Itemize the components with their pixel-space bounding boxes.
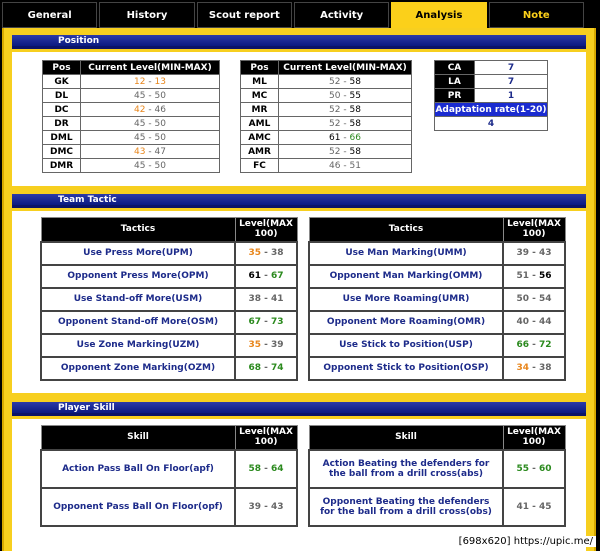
position-level — [81, 103, 220, 117]
level-min: 42 — [134, 104, 146, 115]
position-code: DMC — [43, 145, 81, 159]
team-tactic-section-header — [12, 194, 586, 208]
tactics-header: Tactics — [41, 218, 235, 242]
level-min: 67 — [248, 317, 261, 327]
position-code: ML — [241, 75, 279, 89]
tactic-name: Use Press More(UPM) — [41, 242, 235, 265]
level-separator: - — [145, 118, 155, 129]
ability-value: 1 — [475, 89, 548, 103]
level-max: 47 — [154, 146, 166, 157]
level-separator: - — [260, 501, 271, 512]
ability-value: 7 — [475, 61, 548, 75]
skill-level-header: Level(MAX 100) — [503, 426, 565, 450]
position-row — [241, 117, 412, 131]
level-min: 12 — [134, 76, 146, 87]
level-max: 64 — [271, 463, 284, 474]
tactic-level — [235, 334, 297, 357]
level-min: 52 — [329, 146, 341, 157]
tactics-header: Tactics — [309, 218, 503, 242]
ability-key: LA — [435, 75, 475, 89]
tactic-row — [309, 242, 565, 265]
position-code: DR — [43, 117, 81, 131]
tab-history[interactable]: History — [99, 2, 194, 28]
level-min: 61 — [248, 271, 261, 281]
player-skill-section-body — [12, 419, 586, 551]
position-code: GK — [43, 75, 81, 89]
position-code: DML — [43, 131, 81, 145]
level-separator: - — [528, 363, 539, 373]
skill-header: Skill — [309, 426, 503, 450]
level-max: 38 — [271, 248, 284, 258]
tactic-name: Opponent Stand-off More(OSM) — [41, 311, 235, 334]
level-max: 43 — [271, 501, 284, 512]
tactic-level — [235, 242, 297, 265]
level-min: 51 — [516, 271, 529, 281]
position-row — [43, 131, 220, 145]
level-min: 45 — [134, 132, 146, 143]
position-level — [279, 131, 412, 145]
skill-level — [235, 450, 297, 488]
level-separator: - — [260, 340, 271, 350]
position-row — [43, 103, 220, 117]
tactic-table-right — [308, 217, 566, 381]
level-min: 45 — [134, 160, 146, 171]
level-separator: - — [340, 160, 350, 171]
tactic-name: Use More Roaming(UMR) — [309, 288, 503, 311]
position-level — [279, 117, 412, 131]
level-max: 66 — [349, 132, 361, 143]
level-max: 56 — [539, 271, 552, 281]
position-row — [43, 117, 220, 131]
level-min: 52 — [329, 76, 341, 87]
position-table-left — [42, 60, 220, 173]
tactic-name: Use Stand-off More(USM) — [41, 288, 235, 311]
level-max: 46 — [154, 104, 166, 115]
position-code: AMC — [241, 131, 279, 145]
level-max: 50 — [154, 118, 166, 129]
level-min: 38 — [248, 294, 261, 304]
tactic-level — [503, 242, 565, 265]
tab-analysis[interactable]: Analysis — [391, 2, 486, 28]
position-level — [81, 131, 220, 145]
ability-row — [435, 61, 548, 75]
tactic-level — [235, 265, 297, 288]
tactic-level-header: Level(MAX 100) — [503, 218, 565, 242]
analysis-panel — [2, 28, 596, 551]
position-code: DL — [43, 89, 81, 103]
tactic-name: Opponent Man Marking(OMM) — [309, 265, 503, 288]
tactic-level — [503, 334, 565, 357]
level-min: 41 — [516, 501, 529, 512]
level-max: 55 — [349, 90, 361, 101]
position-level — [81, 159, 220, 173]
tactic-row — [309, 311, 565, 334]
tactic-name: Use Zone Marking(UZM) — [41, 334, 235, 357]
position-code: DMR — [43, 159, 81, 173]
level-max: 73 — [271, 317, 284, 327]
tactic-row — [41, 334, 297, 357]
level-separator: - — [260, 463, 271, 474]
team-tactic-section-body — [12, 211, 586, 393]
tactic-row — [309, 265, 565, 288]
level-header: Current Level(MIN-MAX) — [279, 61, 412, 75]
level-separator: - — [528, 501, 539, 512]
tactic-level — [235, 311, 297, 334]
level-header: Current Level(MIN-MAX) — [81, 61, 220, 75]
position-level — [279, 145, 412, 159]
level-min: 50 — [329, 90, 341, 101]
level-max: 43 — [539, 248, 552, 258]
position-level — [81, 75, 220, 89]
position-row — [241, 159, 412, 173]
tab-general[interactable]: General — [2, 2, 97, 28]
level-separator: - — [260, 294, 271, 304]
position-level — [279, 159, 412, 173]
skill-header: Skill — [41, 426, 235, 450]
level-separator: - — [528, 271, 539, 281]
level-separator: - — [145, 146, 155, 157]
level-min: 45 — [134, 90, 146, 101]
skill-name: Opponent Beating the defenders for the ball from a drill cross(obs) — [309, 488, 503, 526]
level-separator: - — [145, 104, 155, 115]
tactic-row — [41, 288, 297, 311]
level-separator: - — [260, 363, 271, 373]
level-min: 45 — [134, 118, 146, 129]
position-level — [81, 117, 220, 131]
level-min: 35 — [248, 248, 261, 258]
tab-activity[interactable]: Activity — [294, 2, 389, 28]
tactic-level — [503, 357, 565, 380]
ability-row — [435, 75, 548, 89]
level-separator: - — [145, 160, 155, 171]
level-separator: - — [528, 294, 539, 304]
player-skill-section-header — [12, 402, 586, 416]
level-max: 13 — [154, 76, 166, 87]
level-min: 66 — [516, 340, 529, 350]
level-min: 55 — [516, 463, 529, 474]
player-skill-section-title: Player Skill — [58, 403, 115, 413]
level-max: 39 — [271, 340, 284, 350]
position-section-header — [12, 35, 586, 49]
level-separator: - — [260, 317, 271, 327]
skill-level — [503, 450, 565, 488]
level-max: 74 — [271, 363, 284, 373]
level-separator: - — [340, 118, 350, 129]
level-min: 58 — [248, 463, 261, 474]
tactic-row — [41, 311, 297, 334]
tab-bar — [2, 2, 584, 28]
position-level — [81, 89, 220, 103]
position-level — [279, 89, 412, 103]
tactic-level — [235, 288, 297, 311]
level-max: 50 — [154, 90, 166, 101]
ability-value: 7 — [475, 75, 548, 89]
tactic-row — [309, 288, 565, 311]
position-row — [241, 131, 412, 145]
position-row — [43, 145, 220, 159]
level-max: 54 — [539, 294, 552, 304]
level-separator: - — [528, 340, 539, 350]
team-tactic-section-title: Team Tactic — [58, 195, 117, 205]
position-row — [43, 89, 220, 103]
tactic-row — [309, 357, 565, 380]
position-code: MR — [241, 103, 279, 117]
tactic-level — [503, 288, 565, 311]
skill-level — [503, 488, 565, 526]
position-level — [279, 75, 412, 89]
tactic-level — [503, 265, 565, 288]
level-separator: - — [145, 90, 155, 101]
level-max: 44 — [539, 317, 552, 327]
level-max: 58 — [349, 104, 361, 115]
level-separator: - — [340, 104, 350, 115]
pos-header: Pos — [241, 61, 279, 75]
ability-key: CA — [435, 61, 475, 75]
position-code: FC — [241, 159, 279, 173]
tab-scout-report[interactable]: Scout report — [197, 2, 292, 28]
tactic-name: Opponent Press More(OPM) — [41, 265, 235, 288]
position-section-body — [12, 52, 586, 186]
tactic-row — [309, 334, 565, 357]
level-min: 52 — [329, 104, 341, 115]
skill-row — [309, 488, 565, 526]
level-max: 50 — [154, 160, 166, 171]
position-code: AML — [241, 117, 279, 131]
skill-row — [41, 450, 297, 488]
level-max: 50 — [154, 132, 166, 143]
level-max: 67 — [271, 271, 284, 281]
tab-note[interactable]: Note — [489, 2, 584, 28]
tactic-level — [235, 357, 297, 380]
skill-level-header: Level(MAX 100) — [235, 426, 297, 450]
level-max: 58 — [349, 146, 361, 157]
skill-name: Action Beating the defenders for the ball from a drill cross(abs) — [309, 450, 503, 488]
ability-key: PR — [435, 89, 475, 103]
skill-name: Action Pass Ball On Floor(apf) — [41, 450, 235, 488]
ability-table — [434, 60, 548, 131]
level-min: 46 — [329, 160, 341, 171]
position-code: AMR — [241, 145, 279, 159]
level-separator: - — [528, 317, 539, 327]
level-min: 52 — [329, 118, 341, 129]
position-section-title: Position — [58, 36, 100, 46]
skill-table-left — [40, 425, 298, 527]
level-max: 60 — [539, 463, 552, 474]
tactic-row — [41, 242, 297, 265]
level-max: 58 — [349, 118, 361, 129]
tactic-level-header: Level(MAX 100) — [235, 218, 297, 242]
level-separator: - — [340, 132, 350, 143]
tactic-name: Opponent More Roaming(OMR) — [309, 311, 503, 334]
position-row — [241, 75, 412, 89]
level-separator: - — [145, 132, 155, 143]
ability-row — [435, 89, 548, 103]
level-max: 41 — [271, 294, 284, 304]
skill-level — [235, 488, 297, 526]
tactic-name: Use Man Marking(UMM) — [309, 242, 503, 265]
skill-row — [41, 488, 297, 526]
adaptation-label: Adaptation rate(1-20) — [435, 104, 547, 115]
tactic-name: Opponent Stick to Position(OSP) — [309, 357, 503, 380]
level-separator: - — [260, 271, 271, 281]
level-min: 39 — [248, 501, 261, 512]
position-level — [81, 145, 220, 159]
position-row — [241, 145, 412, 159]
position-row — [241, 103, 412, 117]
tactic-row — [41, 357, 297, 380]
level-max: 38 — [539, 363, 552, 373]
level-separator: - — [340, 146, 350, 157]
level-min: 50 — [516, 294, 529, 304]
skill-name: Opponent Pass Ball On Floor(opf) — [41, 488, 235, 526]
position-level — [279, 103, 412, 117]
skill-table-right — [308, 425, 566, 527]
image-host-watermark: [698x620] https://upic.me/ — [456, 536, 596, 547]
level-max: 58 — [349, 76, 361, 87]
position-code: DC — [43, 103, 81, 117]
level-separator: - — [340, 76, 350, 87]
level-separator: - — [528, 248, 539, 258]
position-table-right — [240, 60, 412, 173]
tactic-row — [41, 265, 297, 288]
level-separator: - — [528, 463, 539, 474]
level-max: 51 — [349, 160, 361, 171]
skill-row — [309, 450, 565, 488]
level-separator: - — [260, 248, 271, 258]
position-row — [43, 75, 220, 89]
pos-header: Pos — [43, 61, 81, 75]
level-separator: - — [340, 90, 350, 101]
level-max: 72 — [539, 340, 552, 350]
position-row — [43, 159, 220, 173]
level-min: 35 — [248, 340, 261, 350]
level-min: 40 — [516, 317, 529, 327]
adaptation-value: 4 — [435, 117, 548, 131]
tactic-name: Use Stick to Position(USP) — [309, 334, 503, 357]
level-min: 43 — [134, 146, 146, 157]
level-min: 34 — [516, 363, 529, 373]
level-max: 45 — [539, 501, 552, 512]
level-separator: - — [145, 76, 155, 87]
tactic-table-left — [40, 217, 298, 381]
position-code: MC — [241, 89, 279, 103]
tactic-level — [503, 311, 565, 334]
level-min: 39 — [516, 248, 529, 258]
tactic-name: Opponent Zone Marking(OZM) — [41, 357, 235, 380]
position-row — [241, 89, 412, 103]
level-min: 68 — [248, 363, 261, 373]
level-min: 61 — [329, 132, 341, 143]
